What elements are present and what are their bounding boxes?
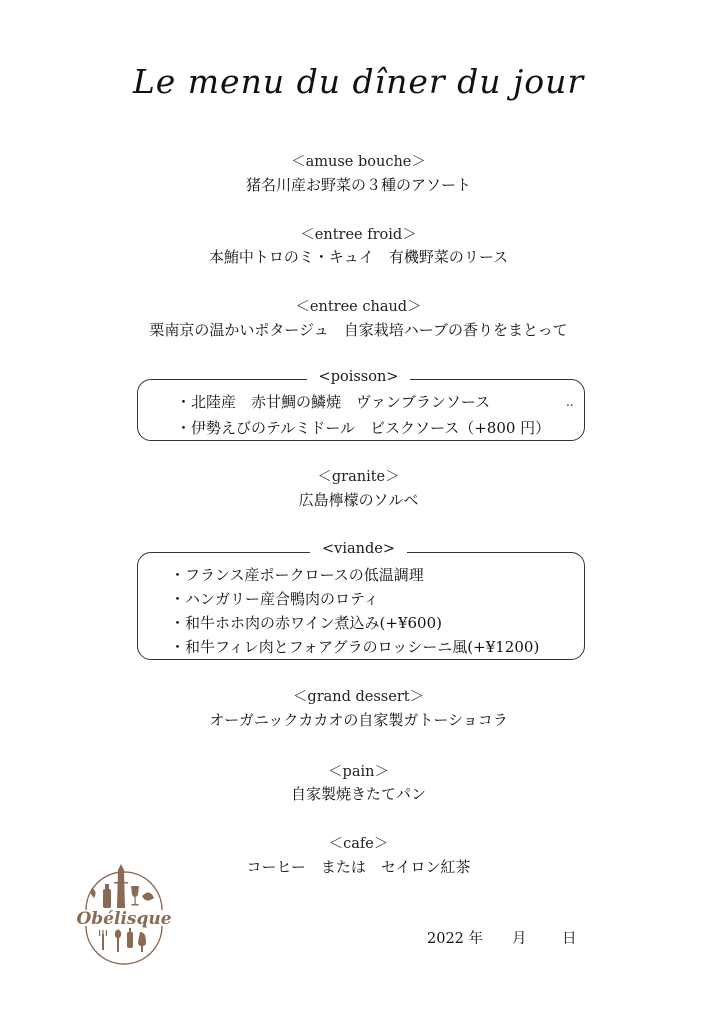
section-heading-entree-froid: ＜entree froid＞ xyxy=(300,227,417,243)
obelisque-logo xyxy=(72,862,176,966)
date-month: 月 xyxy=(512,931,527,947)
poisson-item: ・伊勢えびのテルミドール ビスクソース（+800 円） xyxy=(176,419,551,437)
viande-item: ・和牛フィレ肉とフォアグラのロッシーニ風(+¥1200) xyxy=(170,638,540,656)
section-text-granite: 広島檸檬のソルベ xyxy=(298,491,419,509)
section-heading-poisson xyxy=(0,369,717,385)
section-text-entree-froid: 本鮪中トロのミ・キュイ 有機野菜のリース xyxy=(208,248,509,266)
section-heading-dessert: ＜grand dessert＞ xyxy=(292,689,425,705)
viande-heading-label: <viande> xyxy=(310,541,407,557)
poisson-heading-label: <poisson> xyxy=(307,369,411,385)
poisson-item: ・北陸産 赤甘鯛の鱗焼 ヴァンブランソース xyxy=(176,393,491,411)
section-text-cafe: コーヒー または セイロン紅茶 xyxy=(246,858,471,876)
section-heading-cafe: ＜cafe＞ xyxy=(328,836,389,852)
logo-text: Obélisque xyxy=(76,909,172,929)
stray-mark: .. xyxy=(566,395,574,409)
viande-item: ・フランス産ポークロースの低温調理 xyxy=(170,566,424,584)
section-heading-entree-chaud: ＜entree chaud＞ xyxy=(295,299,422,315)
section-text-entree-chaud: 栗南京の温かいポタージュ 自家栽培ハーブの香りをまとって xyxy=(149,321,568,339)
menu-title: Le menu du dîner du jour xyxy=(132,62,585,101)
date-day: 日 xyxy=(562,931,577,947)
section-text-pain: 自家製焼きたてパン xyxy=(290,785,426,803)
section-heading-granite: ＜granite＞ xyxy=(317,469,400,485)
section-heading-pain: ＜pain＞ xyxy=(328,764,389,780)
section-text-amuse: 猪名川産お野菜の３種のアソート xyxy=(245,176,471,194)
section-text-dessert: オーガニックカカオの自家製ガトーショコラ xyxy=(209,711,508,729)
date-year: 2022 年 xyxy=(427,931,484,947)
section-heading-amuse: ＜amuse bouche＞ xyxy=(291,154,426,170)
section-heading-viande xyxy=(0,541,717,557)
viande-item: ・ハンガリー産合鴨肉のロティ xyxy=(170,590,379,608)
viande-item: ・和牛ホホ肉の赤ワイン煮込み(+¥600) xyxy=(170,614,442,632)
